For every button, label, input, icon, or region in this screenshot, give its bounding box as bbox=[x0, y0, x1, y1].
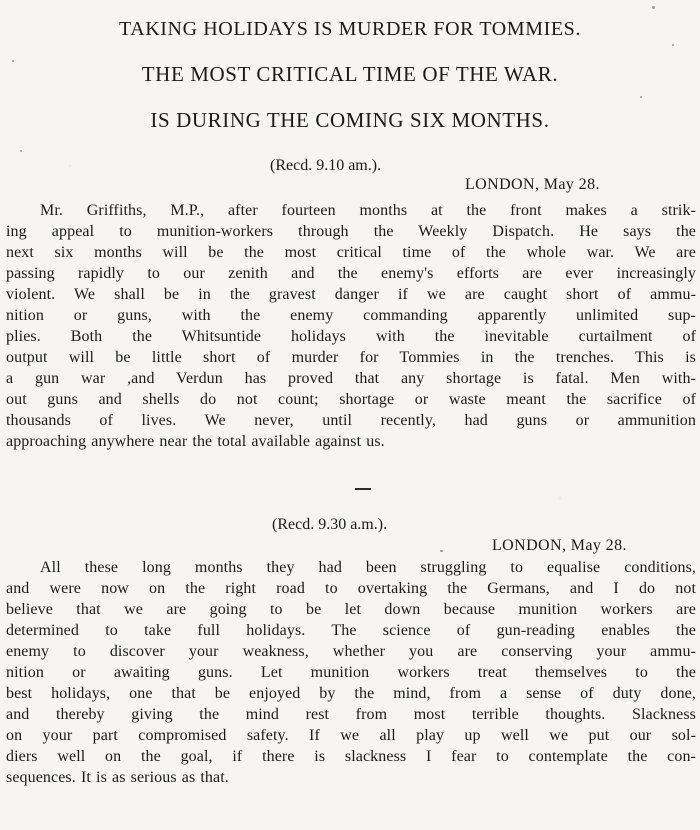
article-2-line: All these long months they had been struggling to equalise conditions, bbox=[40, 559, 696, 576]
headline-2: THE MOST CRITICAL TIME OF THE WAR. bbox=[141, 62, 559, 86]
article-1-line: a gun war ,and Verdun has proved that any shortage is fatal. Men with- bbox=[6, 370, 696, 387]
article-2-line: and thereby giving the mind rest from most terrible thoughts. Slackness bbox=[6, 706, 696, 723]
article-1-line: output will be little short of murder for Tommies in the trenches. This is bbox=[6, 349, 696, 366]
article-2-line: believe that we are going to be let down because munition workers are bbox=[6, 601, 696, 618]
article-2-line: determined to take full holidays. The science of gun-reading enables the bbox=[6, 622, 696, 639]
article-2-line: nition or awaiting guns. Let munition workers treat themselves to the bbox=[6, 664, 696, 681]
article-1-line: approaching anywhere near the total available against us. bbox=[6, 433, 385, 450]
article-1-line: thousands of lives. We never, until recently, had guns or ammunition bbox=[6, 412, 696, 429]
article-1-line: passing rapidly to our zenith and the enemy's efforts are ever increasingly bbox=[6, 265, 696, 282]
article-2-line: sequences. It is as serious as that. bbox=[6, 769, 229, 786]
article-1-body bbox=[6, 200, 696, 452]
print-speck bbox=[12, 60, 14, 62]
article-2-line: on your part compromised safety. If we all play up well we put our sol- bbox=[6, 727, 696, 744]
article-2-body bbox=[6, 557, 696, 788]
article-1-line: ing appeal to munition-workers through the Weekly Dispatch. He says the bbox=[6, 223, 696, 240]
headline-1: TAKING HOLIDAYS IS MURDER FOR TOMMIES. bbox=[119, 18, 581, 40]
article-2-line: and were now on the right road to overtaking the Germans, and I do not bbox=[6, 580, 696, 597]
article-2-line: best holidays, one that be enjoyed by the mind, from a sense of duty done, bbox=[6, 685, 696, 702]
print-speck bbox=[652, 6, 655, 9]
article-2-received-time: (Recd. 9.30 a.m.). bbox=[272, 516, 388, 533]
article-2-line: enemy to discover your weakness, whether you are conserving your ammu- bbox=[6, 643, 696, 660]
article-2-dateline: LONDON, May 28. bbox=[492, 537, 627, 554]
article-1-dateline: LONDON, May 28. bbox=[465, 176, 600, 193]
article-1-line: plies. Both the Whitsuntide holidays with the inevitable curtailment of bbox=[6, 328, 696, 345]
print-speck bbox=[440, 550, 443, 552]
article-1-line: out guns and shells do not count; shortage or waste meant the sacrifice of bbox=[6, 391, 696, 408]
print-speck bbox=[640, 96, 642, 98]
print-speck bbox=[20, 150, 22, 152]
article-1-line: nition or guns, with the enemy commanding apparently unlimited sup- bbox=[6, 307, 696, 324]
article-1-line: next six months will be the most critical time of the whole war. We are bbox=[6, 244, 696, 261]
headline-3: IS DURING THE COMING SIX MONTHS. bbox=[150, 108, 550, 132]
article-1-received-time: (Recd. 9.10 am.). bbox=[270, 157, 382, 174]
section-divider bbox=[355, 488, 371, 490]
print-speck bbox=[672, 44, 674, 46]
article-2-line: diers well on the goal, if there is slackness I fear to contemplate the con- bbox=[6, 748, 696, 765]
article-1-line: violent. We shall be in the gravest danger if we are caught short of ammu- bbox=[6, 286, 696, 303]
article-1-line: Mr. Griffiths, M.P., after fourteen months at the front makes a strik- bbox=[40, 202, 696, 219]
